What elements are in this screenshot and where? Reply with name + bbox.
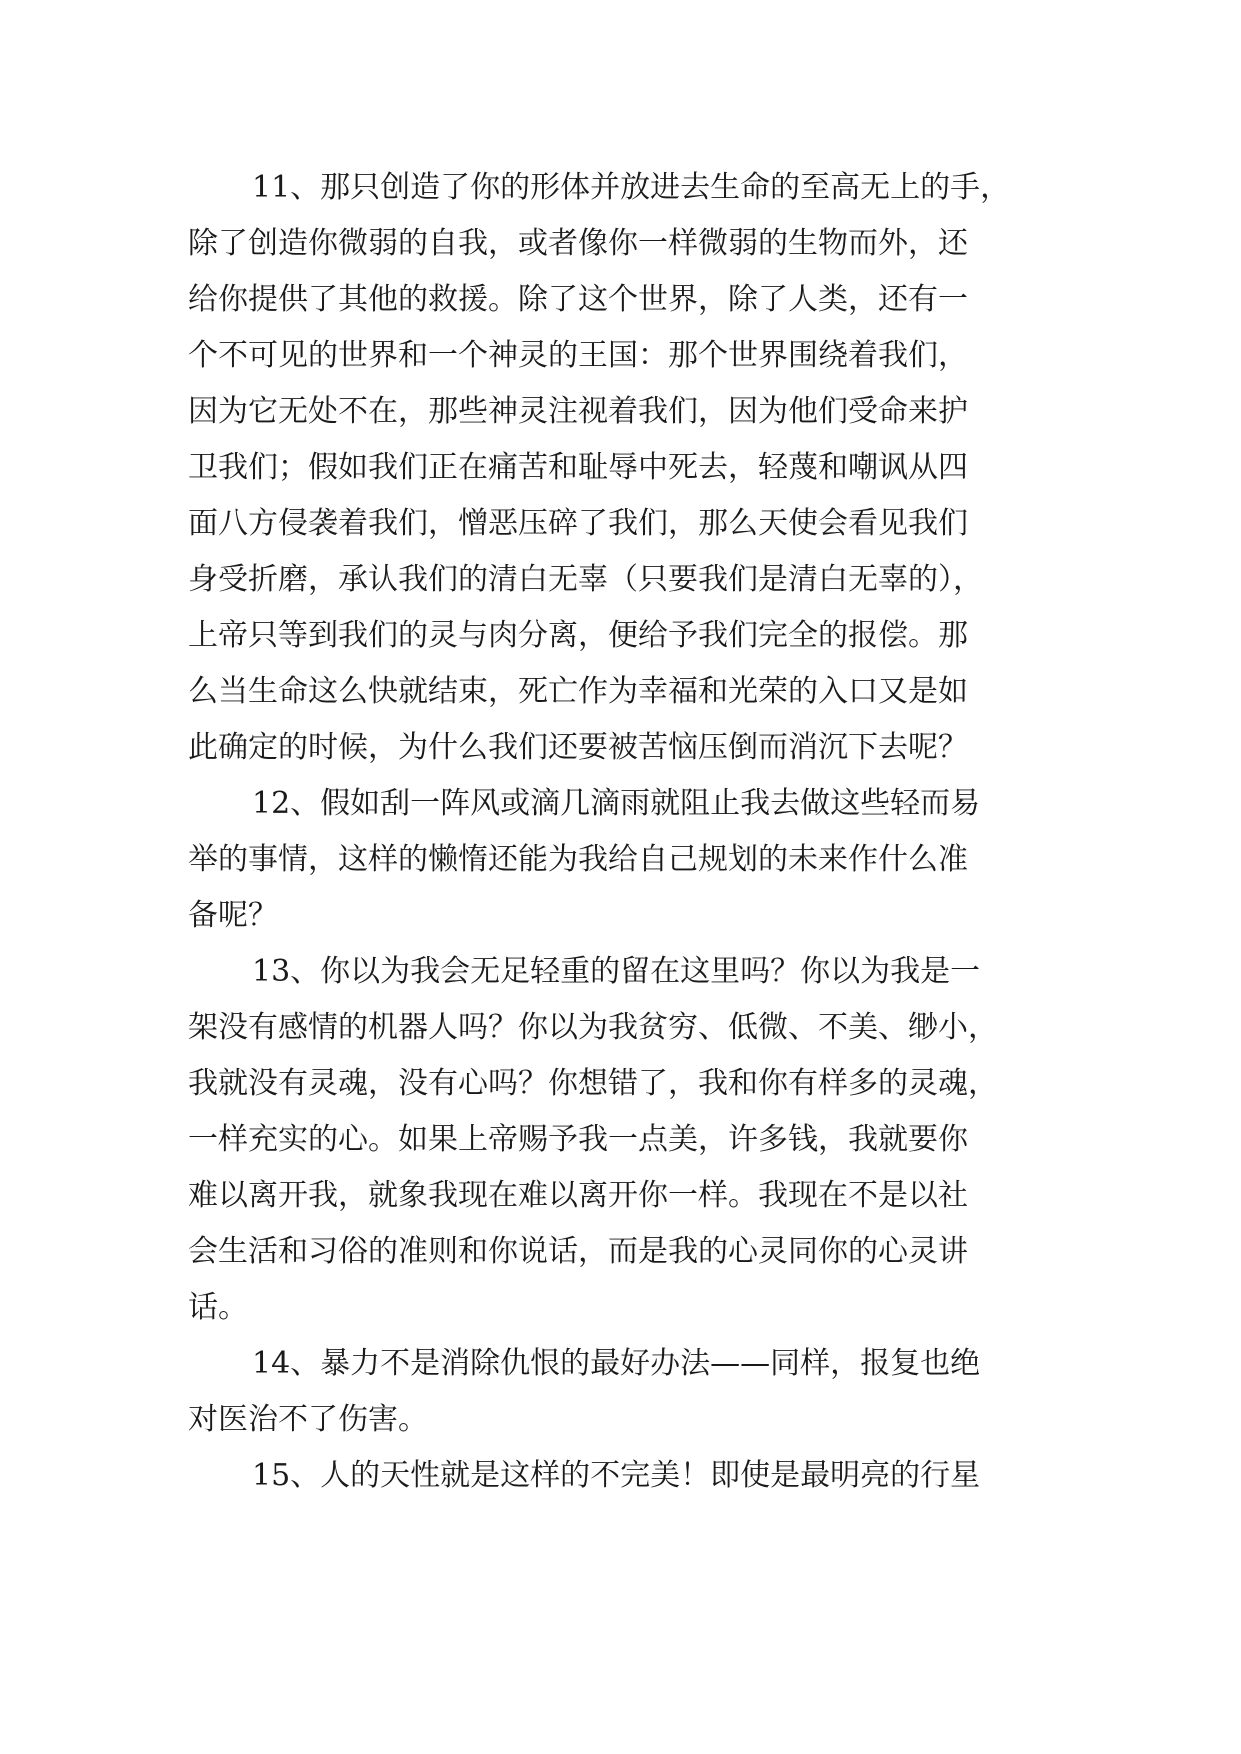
text-line: 会生活和习俗的准则和你说话，而是我的心灵同你的心灵讲 (188, 1234, 968, 1269)
text-line: 11、那只创造了你的形体并放进去生命的至高无上的手， (252, 170, 1011, 205)
text-line: 一样充实的心。如果上帝赐予我一点美，许多钱，我就要你 (188, 1122, 968, 1157)
text-line: 上帝只等到我们的灵与肉分离，便给予我们完全的报偿。那 (188, 618, 968, 653)
text-line: 个不可见的世界和一个神灵的王国：那个世界围绕着我们， (188, 338, 968, 373)
text-line: 给你提供了其他的救援。除了这个世界，除了人类，还有一 (188, 282, 968, 317)
paragraph-12 (188, 776, 1088, 944)
text-line: 举的事情，这样的懒惰还能为我给自己规划的未来作什么准 (188, 842, 968, 877)
paragraph-14 (188, 1336, 1088, 1448)
text-line: 此确定的时候，为什么我们还要被苦恼压倒而消沉下去呢？ (188, 730, 968, 765)
text-line: 15、人的天性就是这样的不完美！即使是最明亮的行星 (252, 1458, 981, 1493)
text-line: 卫我们；假如我们正在痛苦和耻辱中死去，轻蔑和嘲讽从四 (188, 450, 968, 485)
text-line: 身受折磨，承认我们的清白无辜（只要我们是清白无辜的）， (188, 562, 983, 597)
text-line: 我就没有灵魂，没有心吗？你想错了，我和你有样多的灵魂， (188, 1066, 998, 1101)
text-line: 架没有感情的机器人吗？你以为我贫穷、低微、不美、缈小， (188, 1010, 998, 1045)
paragraph-15 (188, 1448, 1088, 1504)
text-line: 13、你以为我会无足轻重的留在这里吗？你以为我是一 (252, 954, 981, 989)
text-line: 因为它无处不在，那些神灵注视着我们，因为他们受命来护 (188, 394, 968, 429)
text-line: 面八方侵袭着我们，憎恶压碎了我们，那么天使会看见我们 (188, 506, 968, 541)
text-line: 话。 (188, 1290, 248, 1325)
text-line: 对医治不了伤害。 (188, 1402, 428, 1437)
text-line: 备呢？ (188, 898, 278, 933)
body-text (188, 160, 1088, 1504)
text-line: 难以离开我，就象我现在难以离开你一样。我现在不是以社 (188, 1178, 968, 1213)
text-line: 14、暴力不是消除仇恨的最好办法——同样，报复也绝 (252, 1346, 981, 1381)
text-line: 除了创造你微弱的自我，或者像你一样微弱的生物而外，还 (188, 226, 968, 261)
text-line: 12、假如刮一阵风或滴几滴雨就阻止我去做这些轻而易 (252, 786, 981, 821)
text-line: 么当生命这么快就结束，死亡作为幸福和光荣的入口又是如 (188, 674, 968, 709)
paragraph-13 (188, 944, 1088, 1336)
paragraph-11 (188, 160, 1088, 776)
